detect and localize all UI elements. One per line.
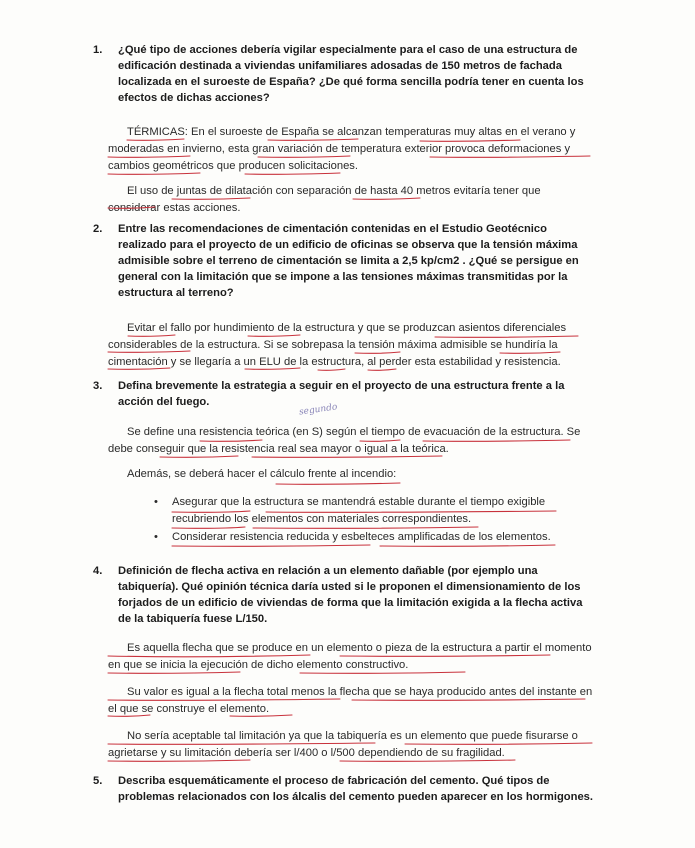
answer-3-paragraph-2: Además, se deberá hacer el cálculo frente al incendio: (127, 468, 397, 480)
list-item: • Asegurar que la estructura se mantendrá estable durante el tiempo exigible recubriendo los elementos con materiales correspondientes. (154, 496, 546, 525)
answer-1-paragraph-2: El uso de juntas de dilatación con separación de hasta 40 metros evitaría tener que considerar estas acciones. (108, 185, 541, 214)
question-3-text: Defina brevemente la estrategia a seguir en el proyecto de una estructura frente a la acción del fuego. (118, 380, 565, 408)
question-2 (93, 221, 594, 301)
answer-4-paragraph-1: Es aquella flecha que se produce en un elemento o pieza de la estructura a partir el momento en que se inicia la ejecución de dicho elemento constructivo. (108, 642, 592, 671)
question-4 (93, 563, 594, 627)
question-2-number: 2. (93, 223, 103, 235)
question-5-number: 5. (93, 775, 103, 787)
question-3-number: 3. (93, 380, 103, 392)
answer-1-paragraph-1: TÉRMICAS: En el suroeste de España se alcanzan temperaturas muy altas en el verano y moderadas en invierno, esta gran variación de temperatura exterior provoca deformaciones y cambios geométricos que producen solicitaciones. (108, 126, 576, 172)
answer-4-paragraph-3: No sería aceptable tal limitación ya que la tabiquería es un elemento que puede fisurarse o agrietarse y su limitación debería ser l/400 o l/500 dependiendo de su fragilidad. (108, 730, 578, 759)
question-5 (93, 773, 594, 805)
question-4-text: Definición de flecha activa en relación a un elemento dañable (por ejemplo una tabiquería). Qué opinión técnica daría usted si le proponen el dimensionamiento de los forjados de un edificio de viviendas de forma que la limitación exigida a la flecha activa de la tabiquería fuese L/150. (118, 565, 583, 625)
list-item: • Considerar resistencia reducida y esbelteces amplificadas de los elementos. (150, 529, 594, 546)
bullet-icon: • (154, 531, 158, 543)
answer-3-bullet-list (150, 494, 594, 547)
question-1-number: 1. (93, 44, 103, 56)
question-1 (93, 42, 594, 106)
question-3 (93, 378, 594, 410)
bullet-icon: • (154, 496, 158, 508)
handwritten-note: segundo (298, 402, 338, 418)
question-5-text: Describa esquemáticamente el proceso de fabricación del cemento. Qué tipos de problemas relacionados con los álcalis del cemento pueden aparecer en los hormigones. (118, 775, 593, 803)
question-2-text: Entre las recomendaciones de cimentación contenidas en el Estudio Geotécnico realizado para el proyecto de un edificio de oficinas se observa que la tensión máxima admisible sobre el terreno de cimentación se limita a 2,5 kp/cm2 . ¿Qué se persigue en general con la limitación que se impone a las tensiones máximas transmitidas por la estructura al terreno? (118, 223, 579, 299)
answer-4-paragraph-2: Su valor es igual a la flecha total menos la flecha que se haya producido antes del instante en el que se construye el elemento. (108, 686, 593, 715)
question-1-text: ¿Qué tipo de acciones debería vigilar especialmente para el caso de una estructura de edificación destinada a viviendas unifamiliares adosadas de 150 metros de fachada localizada en el suroeste de España? ¿De qué forma sencilla podría tener en cuenta los efectos de dichas acciones? (118, 44, 584, 104)
answer-2-paragraph-1: Evitar el fallo por hundimiento de la estructura y que se produzcan asientos diferenciales considerables de la estructura. Si se sobrepasa la tensión máxima admisible se hundiría la cimentación y se llegaría a un ELU de la estructura, al perder esta estabilidad y resistencia. (108, 322, 567, 368)
question-4-number: 4. (93, 565, 103, 577)
answer-3-paragraph-1: Se define una resistencia teórica (en S) según el tiempo de evacuación de la estructura. Se debe conseguir que la resistencia real sea mayor o igual a la teórica. (108, 426, 581, 455)
